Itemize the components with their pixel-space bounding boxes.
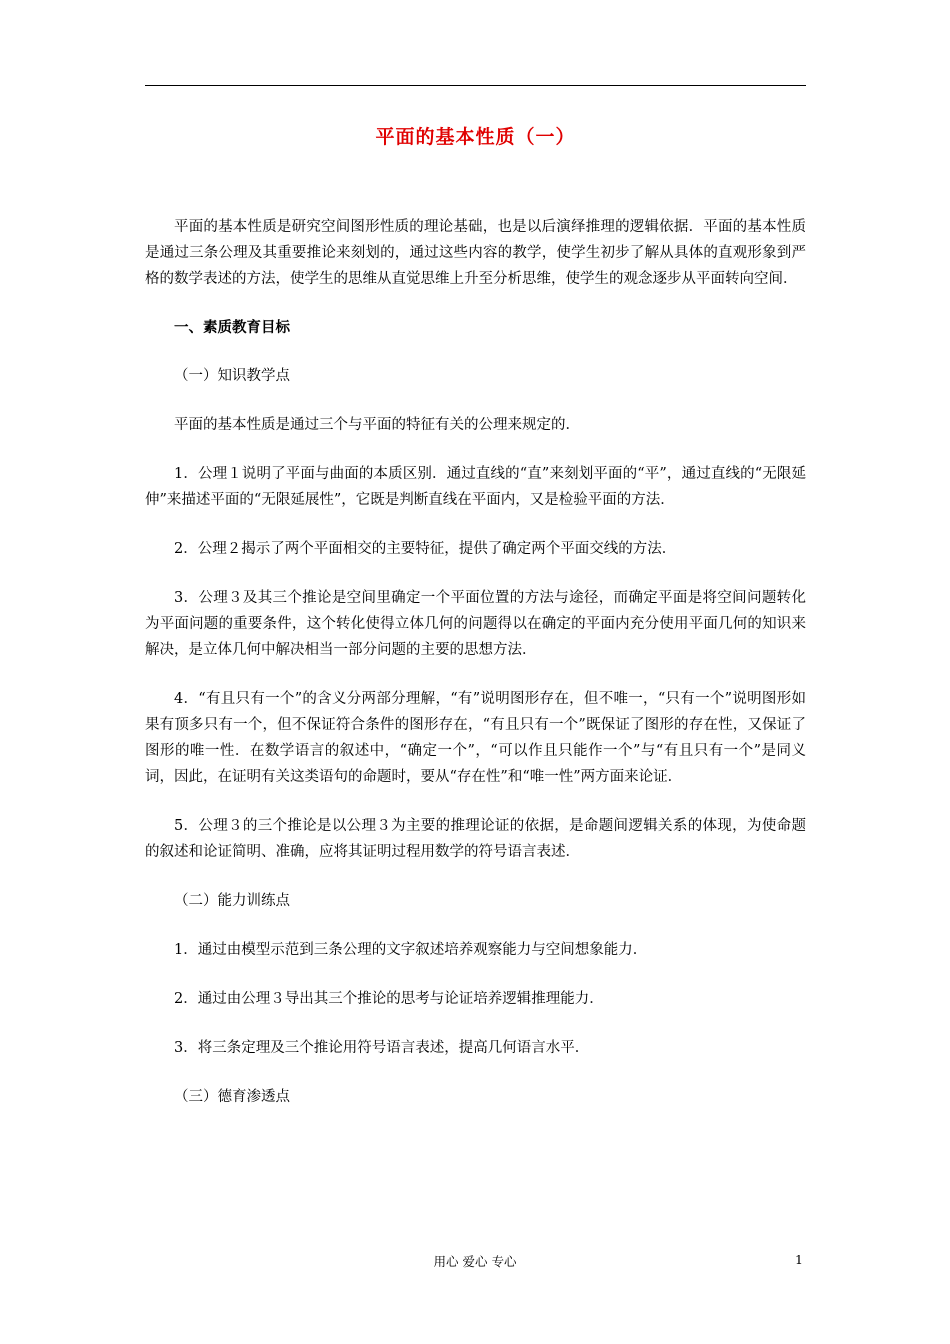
page-number: 1 [795,1252,803,1267]
document-body [145,214,806,1133]
subheading-moral-education: （三）德育渗透点 [174,1089,290,1105]
ability-item: 1．通过由模型示范到三条公理的文字叙述培养观察能力与空间想象能力． [174,942,648,958]
intro-paragraph: 平面的基本性质是研究空间图形性质的理论基础，也是以后演绎推理的逻辑依据．平面的基本性质是通过三条公理及其重要推论来刻划的，通过这些内容的教学，使学生初步了解从具体的直观形象到严格的数学表述的方法，使学生的思维从直觉思维上升至分析思维，使学生的观念逐步从平面转向空间． [145,219,806,287]
knowledge-item: 3．公理３及其三个推论是空间里确定一个平面位置的方法与途径，而确定平面是将空间问题转化为平面问题的重要条件，这个转化使得立体几何的问题得以在确定的平面内充分使用平面几何的知识来解决，是立体几何中解决相当一部分问题的主要的思想方法． [145,590,806,658]
section-heading-objectives: 一、素质教育目标 [174,319,290,336]
subheading-ability-training: （二）能力训练点 [174,893,290,909]
knowledge-item: 2．公理２揭示了两个平面相交的主要特征，提供了确定两个平面交线的方法． [174,541,677,557]
knowledge-item: 1．公理１说明了平面与曲面的本质区别．通过直线的“直”来刻划平面的“平”，通过直线的“无限延伸”来描述平面的“无限延展性”，它既是判断直线在平面内，又是检验平面的方法． [145,466,806,508]
knowledge-item: 5．公理３的三个推论是以公理３为主要的推理论证的依据，是命题间逻辑关系的体现，为使命题的叙述和论证简明、准确，应将其证明过程用数学的符号语言表述． [145,818,806,860]
knowledge-item: 4．“有且只有一个”的含义分两部分理解，“有”说明图形存在，但不唯一，“只有一个”说明图形如果有顶多只有一个，但不保证符合条件的图形存在，“有且只有一个”既保证了图形的存在性，又保证了图形的唯一性．在数学语言的叙述中，“确定一个”，“可以作且只能作一个”与“有且只有一个”是同义词，因此，在证明有关这类语句的命题时，要从“存在性”和“唯一性”两方面来论证． [145,691,806,785]
subheading-knowledge-points: （一）知识教学点 [174,368,290,384]
document-title: 平面的基本性质（一） [375,126,576,148]
header-rule [145,85,806,86]
ability-item: 2．通过由公理３导出其三个推论的思考与论证培养逻辑推理能力． [174,991,604,1007]
ability-item: 3．将三条定理及三个推论用符号语言表述，提高几何语言水平． [174,1040,590,1056]
knowledge-intro-paragraph: 平面的基本性质是通过三个与平面的特征有关的公理来规定的． [174,417,580,433]
footer-motto: 用心 爱心 专心 [433,1254,517,1269]
